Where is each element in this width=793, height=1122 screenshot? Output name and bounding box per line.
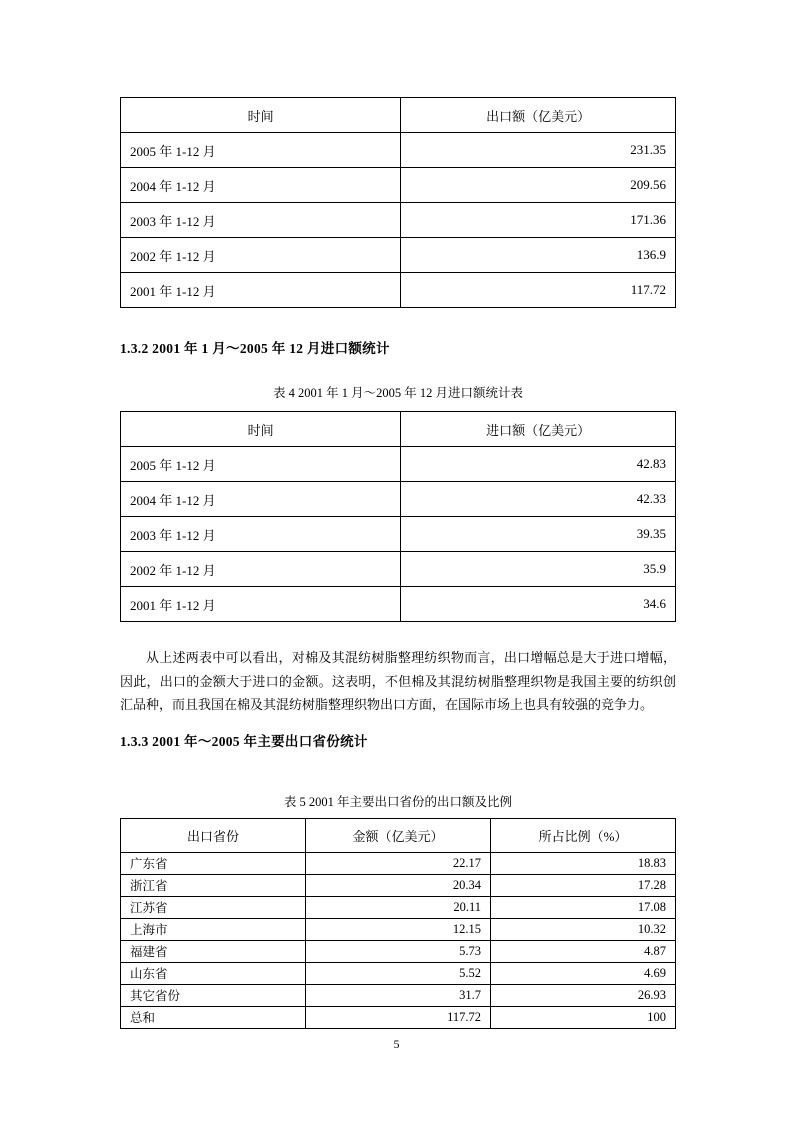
- table-row: [121, 918, 676, 940]
- period-cell: 2004 年 1-12 月: [121, 482, 401, 517]
- percent-cell: 26.93: [491, 984, 676, 1006]
- percent-cell: 10.32: [491, 918, 676, 940]
- amount-cell: 5.52: [306, 962, 491, 984]
- value-cell: 42.83: [401, 447, 676, 482]
- table-row: [121, 940, 676, 962]
- section-heading-1-3-3: 1.3.3 2001 年～2005 年主要出口省份统计: [120, 733, 368, 749]
- page-number: 5: [393, 1037, 400, 1051]
- table-row: [121, 984, 676, 1006]
- table4-caption: 表 4 2001 年 1 月～2005 年 12 月进口额统计表: [272, 386, 523, 400]
- province-cell: 其它省份: [121, 984, 306, 1006]
- table-header-row: [121, 412, 676, 447]
- province-cell: 山东省: [121, 962, 306, 984]
- table-row: [121, 482, 676, 517]
- column-header-export-amount: 出口额（亿美元）: [401, 98, 676, 133]
- period-cell: 2002 年 1-12 月: [121, 238, 401, 273]
- column-header-time: 时间: [121, 412, 401, 447]
- period-cell: 2003 年 1-12 月: [121, 517, 401, 552]
- table-row: [121, 874, 676, 896]
- province-cell: 浙江省: [121, 874, 306, 896]
- percent-cell: 4.87: [491, 940, 676, 962]
- period-cell: 2001 年 1-12 月: [121, 273, 401, 308]
- column-header-import-amount: 进口额（亿美元）: [401, 412, 676, 447]
- value-cell: 34.6: [401, 587, 676, 622]
- import-statistics-table: [120, 411, 676, 622]
- period-cell: 2005 年 1-12 月: [121, 133, 401, 168]
- section-heading-1-3-2: 1.3.2 2001 年 1 月～2005 年 12 月进口额统计: [120, 341, 390, 356]
- province-cell: 广东省: [121, 852, 306, 874]
- table-row: [121, 238, 676, 273]
- table-row: [121, 273, 676, 308]
- table-row: [121, 896, 676, 918]
- percent-cell: 17.28: [491, 874, 676, 896]
- value-cell: 39.35: [401, 517, 676, 552]
- period-cell: 2001 年 1-12 月: [121, 587, 401, 622]
- table-row: [121, 552, 676, 587]
- province-cell: 江苏省: [121, 896, 306, 918]
- analysis-paragraph: 从上述两表中可以看出，对棉及其混纺树脂整理纺织物而言，出口增幅总是大于进口增幅，因此，出口的金额大于进口的金额。这表明，不但棉及其混纺树脂整理织物是我国主要的纺织创汇品种，而且我国在棉及其混纺树脂整理织物出口方面，在国际市场上也具有较强的竞争力。: [120, 650, 676, 712]
- value-cell: 35.9: [401, 552, 676, 587]
- column-header-amount: 金额（亿美元）: [306, 818, 491, 852]
- amount-cell: 12.15: [306, 918, 491, 940]
- amount-cell: 31.7: [306, 984, 491, 1006]
- period-cell: 2004 年 1-12 月: [121, 168, 401, 203]
- table-row: [121, 203, 676, 238]
- table-header-row: [121, 818, 676, 852]
- percent-cell: 18.83: [491, 852, 676, 874]
- export-statistics-table: [120, 97, 676, 308]
- table-row: [121, 133, 676, 168]
- percent-cell: 17.08: [491, 896, 676, 918]
- amount-cell: 20.11: [306, 896, 491, 918]
- provinces-table: [120, 818, 676, 1029]
- amount-cell: 5.73: [306, 940, 491, 962]
- page-content: [120, 97, 676, 1029]
- percent-cell: 4.69: [491, 962, 676, 984]
- table-row: [121, 168, 676, 203]
- amount-cell: 117.72: [306, 1006, 491, 1028]
- table-header-row: [121, 98, 676, 133]
- value-cell: 136.9: [401, 238, 676, 273]
- amount-cell: 22.17: [306, 852, 491, 874]
- province-cell: 福建省: [121, 940, 306, 962]
- percent-cell: 100: [491, 1006, 676, 1028]
- column-header-province: 出口省份: [121, 818, 306, 852]
- table-row: [121, 852, 676, 874]
- column-header-time: 时间: [121, 98, 401, 133]
- amount-cell: 20.34: [306, 874, 491, 896]
- value-cell: 231.35: [401, 133, 676, 168]
- column-header-percentage: 所占比例（%）: [491, 818, 676, 852]
- value-cell: 209.56: [401, 168, 676, 203]
- period-cell: 2003 年 1-12 月: [121, 203, 401, 238]
- table-row: [121, 517, 676, 552]
- period-cell: 2005 年 1-12 月: [121, 447, 401, 482]
- province-cell: 上海市: [121, 918, 306, 940]
- table-row: [121, 962, 676, 984]
- period-cell: 2002 年 1-12 月: [121, 552, 401, 587]
- value-cell: 117.72: [401, 273, 676, 308]
- table5-caption: 表 5 2001 年主要出口省份的出口额及比例: [283, 794, 513, 809]
- value-cell: 171.36: [401, 203, 676, 238]
- value-cell: 42.33: [401, 482, 676, 517]
- province-cell: 总和: [121, 1006, 306, 1028]
- table-row: [121, 587, 676, 622]
- table-row: [121, 447, 676, 482]
- table-row: [121, 1006, 676, 1028]
